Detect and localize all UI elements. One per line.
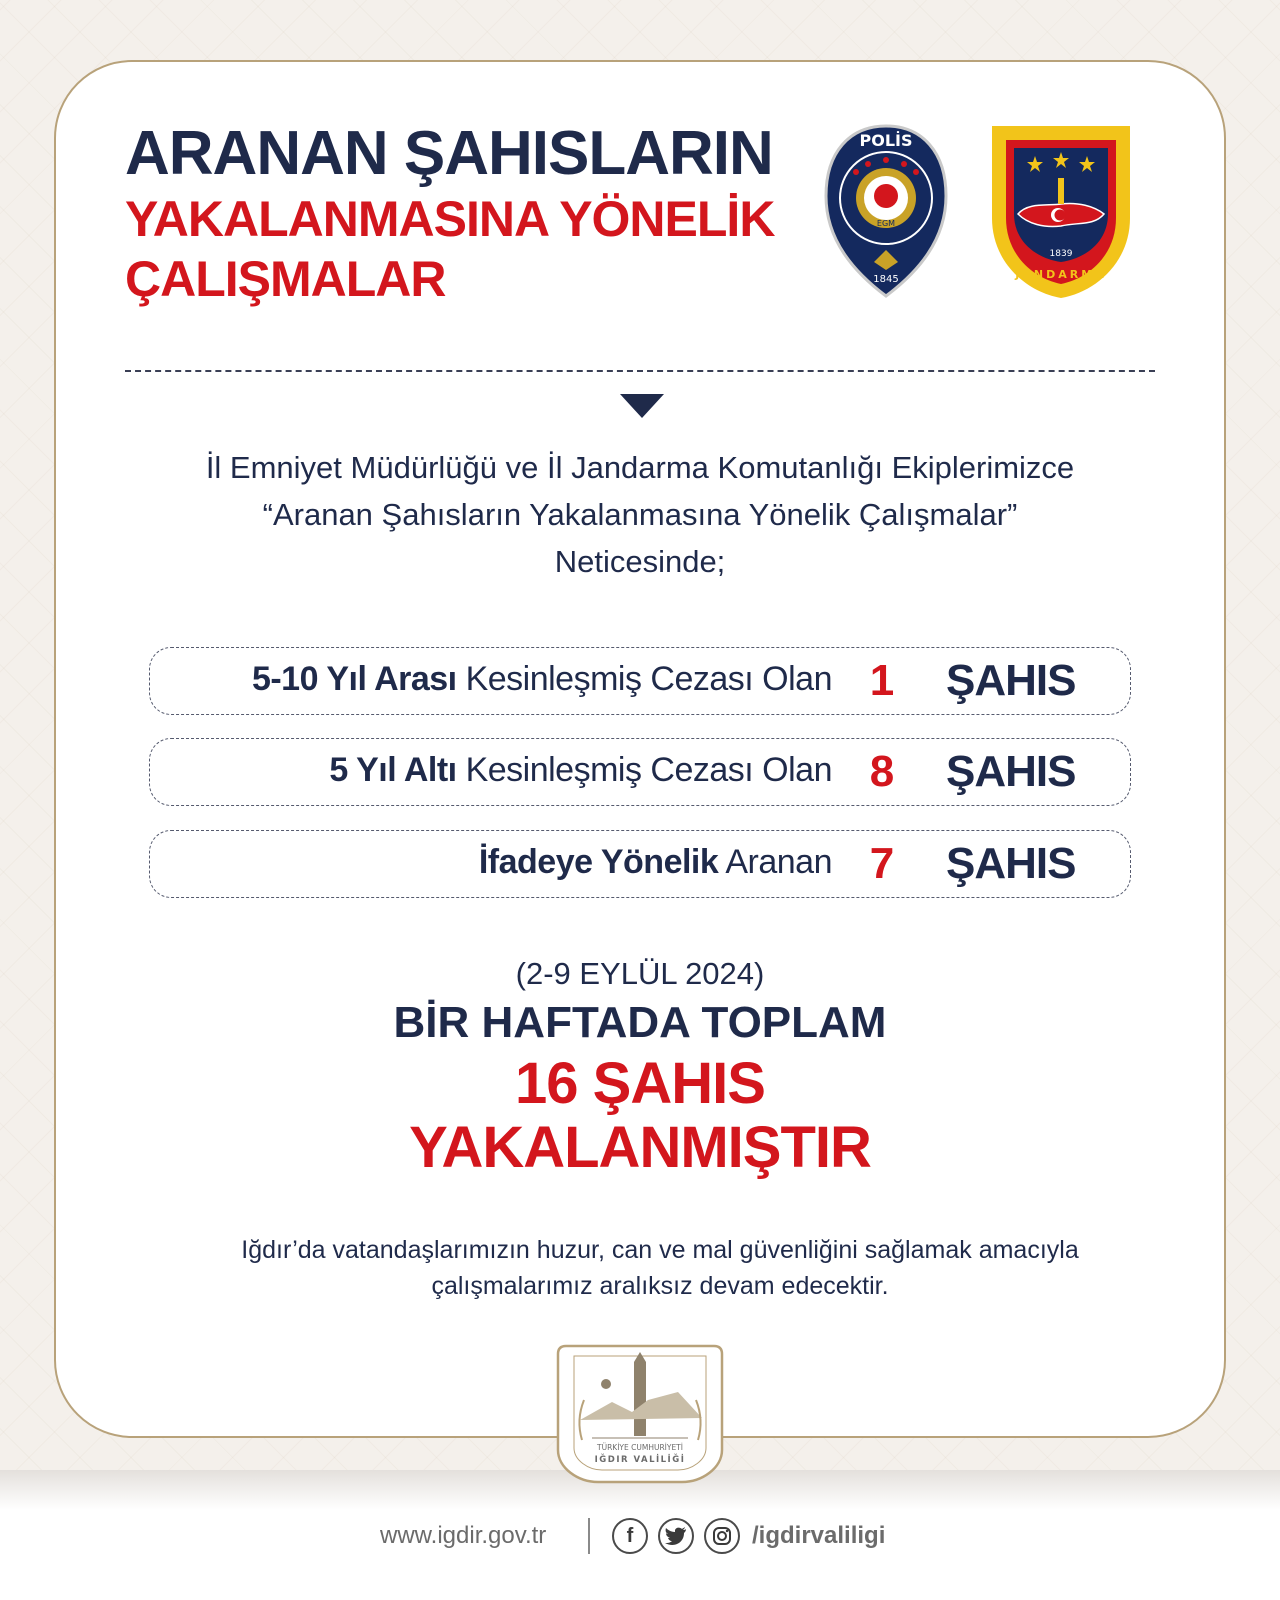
result-row	[149, 830, 1131, 898]
closing-line-1: Iğdır’da vatandaşlarımızın huzur, can ve mal güvenliğini sağlamak amacıyla	[241, 1236, 1079, 1264]
title-line-2: YAKALANMASINA YÖNELİK	[125, 191, 775, 247]
date-range: (2-9 EYLÜL 2024)	[515, 956, 765, 991]
down-arrow-icon	[620, 394, 664, 418]
gendarmerie-emblem-logo	[988, 122, 1134, 300]
police-logo-year: 1845	[873, 274, 899, 285]
result-row-unit: ŞAHIS	[946, 656, 1076, 705]
intro-line-1: İl Emniyet Müdürlüğü ve İl Jandarma Komutanlığı Ekiplerimizce	[205, 450, 1075, 485]
twitter-icon[interactable]	[658, 1518, 694, 1554]
result-row-label	[479, 843, 832, 882]
social-handle[interactable]: /igdirvaliligi	[752, 1522, 886, 1549]
igdir-governorship-emblem	[552, 1340, 728, 1494]
police-logo-title: POLİS	[859, 131, 913, 150]
instagram-icon[interactable]	[704, 1518, 740, 1554]
result-row-label-rest: Kesinleşmiş Cezası Olan	[456, 751, 832, 789]
intro-line-3: Neticesinde;	[554, 544, 726, 579]
result-row	[149, 738, 1131, 806]
summary-total-count: 16 ŞAHIS	[515, 1051, 765, 1116]
facebook-icon[interactable]: f	[612, 1518, 648, 1554]
result-row-label-rest: Kesinleşmiş Cezası Olan	[456, 660, 832, 698]
result-row-unit: ŞAHIS	[946, 839, 1076, 888]
intro-line-2: “Aranan Şahısların Yakalanmasına Yönelik Çalışmalar”	[262, 497, 1018, 532]
website-link[interactable]: www.igdir.gov.tr	[380, 1522, 547, 1549]
closing-line-2: çalışmalarımız aralıksız devam edecektir.	[431, 1272, 889, 1300]
section-divider	[125, 370, 1155, 372]
police-logo-center: EGM	[876, 219, 896, 228]
summary-line-3: YAKALANMIŞTIR	[409, 1115, 871, 1180]
emblem-line-1: TÜRKİYE CUMHURİYETİ	[597, 1443, 683, 1452]
emblem-line-2: IĞDIR VALİLİĞİ	[594, 1455, 686, 1465]
gendarmerie-logo-year: 1839	[1049, 249, 1073, 259]
result-row-label	[252, 660, 832, 699]
result-row-label-bold: 5 Yıl Altı	[329, 751, 457, 789]
result-row-label-rest: Aranan	[718, 843, 832, 881]
summary-line-1: BİR HAFTADA TOPLAM	[393, 998, 887, 1047]
result-row-unit: ŞAHIS	[946, 747, 1076, 796]
result-row-count: 8	[869, 747, 895, 796]
title-line-1: ARANAN ŞAHISLARIN	[125, 119, 773, 188]
result-row-count: 7	[869, 839, 895, 888]
title-line-3: ÇALIŞMALAR	[125, 251, 446, 307]
police-emblem-logo	[822, 122, 950, 300]
result-row-label-bold: İfadeye Yönelik	[478, 843, 719, 881]
result-row-label	[329, 751, 832, 790]
result-row	[149, 647, 1131, 715]
result-row-count: 1	[869, 656, 895, 705]
result-row-label-bold: 5-10 Yıl Arası	[251, 660, 457, 698]
footer-separator	[588, 1518, 590, 1554]
gendarmerie-logo-ring: JANDARMA	[1015, 268, 1107, 281]
